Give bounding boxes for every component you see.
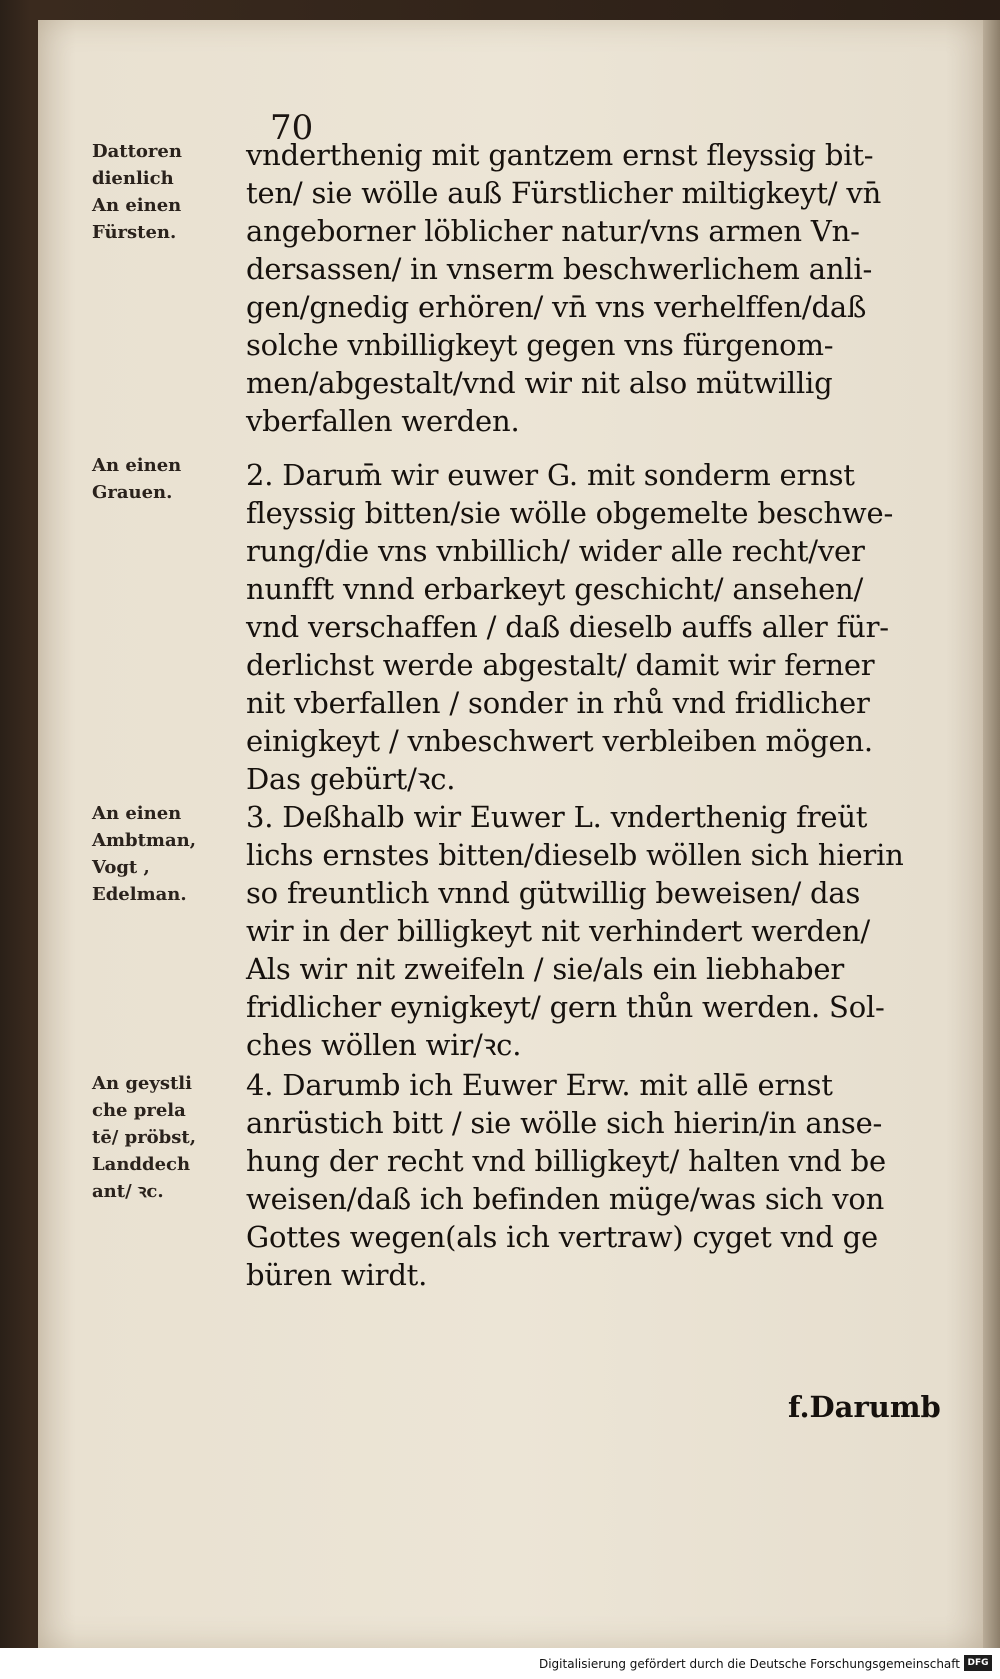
text-line: men/abgestalt/vnd wir nit also mütwillig: [246, 366, 833, 400]
paragraph-1: [246, 136, 972, 440]
text-line: 2. Darum̄ wir euwer G. mit sonderm ernst: [246, 458, 855, 492]
text-line: derlichst werde abgestalt/ damit wir ferner: [246, 648, 875, 682]
text-line: solche vnbilligkeyt gegen vns fürgenom-: [246, 328, 834, 362]
margin-note-line: Fürsten.: [92, 222, 177, 243]
text-line: vberfallen werden.: [246, 404, 520, 438]
text-line: fleyssig bitten/sie wölle obgemelte beschwe-: [246, 496, 894, 530]
paragraph-2: [246, 456, 972, 798]
margin-note-line: Ambtman,: [92, 830, 196, 851]
text-line: nit vberfallen / sonder in rhů vnd fridlicher: [246, 686, 870, 720]
text-line: Das gebürt/ꝛc.: [246, 762, 456, 796]
text-line: fridlicher eynigkeyt/ gern thůn werden. Sol-: [246, 990, 885, 1024]
text-line: angeborner löblicher natur/vns armen Vn-: [246, 214, 860, 248]
text-line: weisen/daß ich befinden müge/was sich von: [246, 1182, 885, 1216]
margin-note-grauen: [92, 452, 237, 506]
margin-note-line: Dattoren: [92, 141, 182, 162]
text-line: Als wir nit zweifeln / sie/als ein liebhaber: [246, 952, 845, 986]
margin-note-line: che prela: [92, 1100, 186, 1121]
margin-note-line: Vogt ,: [92, 857, 150, 878]
margin-note-line: An einen: [92, 803, 182, 824]
page-edge: [983, 20, 1000, 1648]
text-line: dersassen/ in vnserm beschwerlichem anli-: [246, 252, 873, 286]
text-line: vnd verschaffen / daß dieselb auffs aller für-: [246, 610, 889, 644]
margin-note-line: An geystli: [92, 1073, 192, 1094]
text-line: 3. Deßhalb wir Euwer L. vnderthenig freüt: [246, 800, 868, 834]
page-number: 70: [270, 108, 314, 148]
text-line: wir in der billigkeyt nit verhindert werden/: [246, 914, 870, 948]
text-line: nunfft vnnd erbarkeyt geschicht/ ansehen/: [246, 572, 864, 606]
catchword: f.Darumb: [788, 1390, 941, 1424]
text-line: hung der recht vnd billigkeyt/ halten vnd be: [246, 1144, 886, 1178]
margin-note-line: An einen: [92, 455, 182, 476]
margin-note-line: dienlich: [92, 168, 174, 189]
text-line: vnderthenig mit gantzem ernst fleyssig bit-: [246, 138, 874, 172]
text-line: Gottes wegen(als ich vertraw) cyget vnd ge: [246, 1220, 878, 1254]
text-line: 4. Darumb ich Euwer Erw. mit allē ernst: [246, 1068, 833, 1102]
margin-note-line: An einen: [92, 195, 182, 216]
text-line: einigkeyt / vnbeschwert verbleiben mögen.: [246, 724, 873, 758]
dfg-logo-icon: DFG: [964, 1655, 992, 1671]
text-line: anrüstich bitt / sie wölle sich hierin/in anse-: [246, 1106, 883, 1140]
text-line: gen/gnedig erhören/ vn̄ vns verhelffen/daß: [246, 290, 867, 324]
footer-credit: Digitalisierung gefördert durch die Deutsche Forschungsgemeinschaft: [538, 1657, 960, 1671]
margin-note-fuersten: [92, 138, 237, 246]
margin-note-line: tē/ pröbst,: [92, 1127, 196, 1148]
margin-note-line: Landdech: [92, 1154, 191, 1175]
margin-note-geystlich: [92, 1070, 237, 1205]
text-line: lichs ernstes bitten/dieselb wöllen sich hierin: [246, 838, 904, 872]
margin-note-line: Edelman.: [92, 884, 187, 905]
margin-note-ambtman: [92, 800, 237, 908]
paragraph-4: [246, 1066, 972, 1294]
text-line: ches wöllen wir/ꝛc.: [246, 1028, 522, 1062]
text-line: rung/die vns vnbillich/ wider alle recht/ver: [246, 534, 865, 568]
text-line: büren wirdt.: [246, 1258, 428, 1292]
paragraph-3: [246, 798, 972, 1064]
margin-note-line: Grauen.: [92, 482, 173, 503]
text-line: so freuntlich vnnd gütwillig beweisen/ das: [246, 876, 861, 910]
text-line: ten/ sie wölle auß Fürstlicher miltigkeyt/ vn̄: [246, 176, 882, 210]
margin-note-line: ant/ ꝛc.: [92, 1181, 164, 1202]
